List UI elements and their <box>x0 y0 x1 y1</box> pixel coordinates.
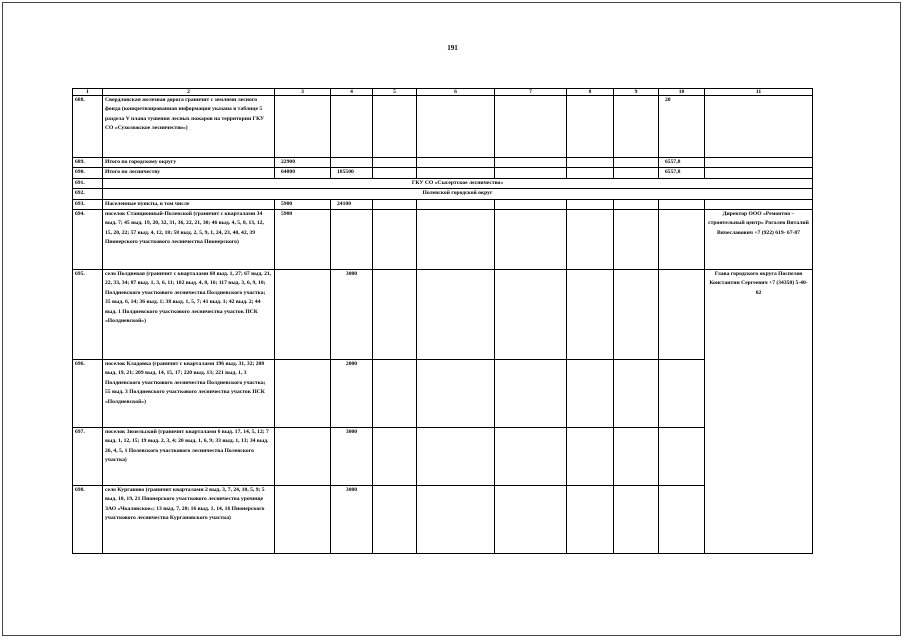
col-header: 10 <box>659 89 705 96</box>
col-header: 4 <box>331 89 373 96</box>
cell-col4: 3000 <box>331 270 373 360</box>
row-number: 697. <box>73 428 103 486</box>
col-header: 7 <box>495 89 567 96</box>
cell-col3: 5900 <box>275 199 331 209</box>
cell-col4: 3000 <box>331 428 373 486</box>
row-number: 689. <box>73 158 103 168</box>
cell-col3: 22900 <box>275 158 331 168</box>
row-name: Итого по лесничеству <box>103 168 275 178</box>
cell-col4: 185500 <box>331 168 373 178</box>
row-number: 696. <box>73 360 103 428</box>
row-name: поселок Кладовка (граничит с кварталами 196 выд. 31, 32; 208 выд. 19, 21; 209 выд. 14, 15, 17; 220 выд. 13; 221 выд. 1, 3 Полдневского участкового лесничества Полдневского участка; 55 выд. 3 Полдневского участкового лесничества участок ПСК «Полдневской») <box>103 360 275 428</box>
table-row <box>73 360 813 428</box>
section-title: Полевской городской округ <box>103 189 813 199</box>
row-number: 690. <box>73 168 103 178</box>
cell-col10: 20 <box>659 96 705 158</box>
row-name: село Полдневая (граничит с кварталами 68 выд. 1, 27; 67 выд. 21, 22, 33, 34; 87 выд. 1, 3, 6, 11; 102 выд. 4, 8, 16; 117 выд. 3, 6, 9, 10; Полдневского участкового лесничества Полдневского участка; 35 выд. 6, 14; 36 выд. 1; 38 выд. 1, 5, 7; 41 выд. 1; 42 выд. 2; 44 выд. 1 Полдневского участкового лесничества участок ПСК «Полдневской») <box>103 270 275 360</box>
cell-col10: 6557,8 <box>659 158 705 168</box>
section-title: ГКУ СО «Сысертское лесничество» <box>103 178 813 188</box>
col-header: 11 <box>705 89 813 96</box>
row-name: поселок Зюзельский (граничит кварталами 6 выд. 17, 14, 5, 12; 7 выд. 1, 12, 15; 19 выд. 2, 3, 4; 20 выд. 1, 6, 9; 33 выд. 1, 13; 34 выд. 26, 4, 5, 1 Полевского участкового лесничества Полевского участка) <box>103 428 275 486</box>
table-row <box>73 210 813 270</box>
table-row <box>73 168 813 178</box>
cell-col4: 3000 <box>331 486 373 554</box>
table-row <box>73 270 813 360</box>
table-row <box>73 96 813 158</box>
col-header: 3 <box>275 89 331 96</box>
table-row <box>73 428 813 486</box>
col-header: 6 <box>417 89 495 96</box>
row-name: Населенные пункты, в том числе <box>103 199 275 209</box>
col-header: 9 <box>614 89 659 96</box>
header-row <box>73 89 813 96</box>
row-number: 692. <box>73 189 103 199</box>
row-name: Итого по городскому округу <box>103 158 275 168</box>
cell-col4: 2000 <box>331 360 373 428</box>
cell-col10: 6557,8 <box>659 168 705 178</box>
section-row <box>73 189 813 199</box>
row-number: 693. <box>73 199 103 209</box>
col-header: 1 <box>73 89 103 96</box>
page-number: 191 <box>447 44 458 52</box>
row-number: 688. <box>73 96 103 158</box>
table-row <box>73 486 813 554</box>
row-number: 691. <box>73 178 103 188</box>
table-row <box>73 199 813 209</box>
col-header: 5 <box>373 89 417 96</box>
cell-col4: 24100 <box>331 199 373 209</box>
col-header: 8 <box>567 89 614 96</box>
row-number: 694. <box>73 210 103 270</box>
register-table <box>72 88 813 554</box>
row-name: Свердловская железная дорога граничит с землями лесного фонда (конкретизированная информация указана в таблице 5 раздела V плана тушения лесных пожаров на территории ГКУ СО «Сухоложское лесничество») <box>103 96 275 158</box>
row-name: село Курганово (граничит кварталами 2 выд. 3, 7, 24, 10, 5, 9; 5 выд. 10, 19, 21 Пионерского участкового лесничества урочище ЗАО «Чкаловское»; 13 выд. 7, 20; 16 выд. 1, 14, 16 Пионерского участкового лесничества Кургановского участка) <box>103 486 275 554</box>
row-number: 695. <box>73 270 103 360</box>
row-name: поселок Станционный-Полевской (граничит с кварталами 34 выд. 7; 45 выд. 19, 20, 32, 31, 36, 22, 21, 30; 46 выд. 4, 5, 8, 13, 12, 15, 20, 22; 57 выд. 4, 12, 18; 58 выд. 2, 5, 9, 1, 24, 23, 40, 42, 39 Пионерского участкового лесничества Пионерского) <box>103 210 275 270</box>
cell-col3: 64800 <box>275 168 331 178</box>
section-row <box>73 178 813 188</box>
table-row <box>73 158 813 168</box>
cell-col3: 5900 <box>275 210 331 270</box>
col-header: 2 <box>103 89 275 96</box>
contact-cell: Директор ООО «Ремонтно – строительный центр» Рогалев Виталий Вячеславович +7 (922) 619- 67-87 <box>705 210 813 270</box>
contact-cell: Глава городского округа Поспелов Константин Сергеевич +7 (34350) 5-40-02 <box>705 270 813 554</box>
row-number: 698. <box>73 486 103 554</box>
